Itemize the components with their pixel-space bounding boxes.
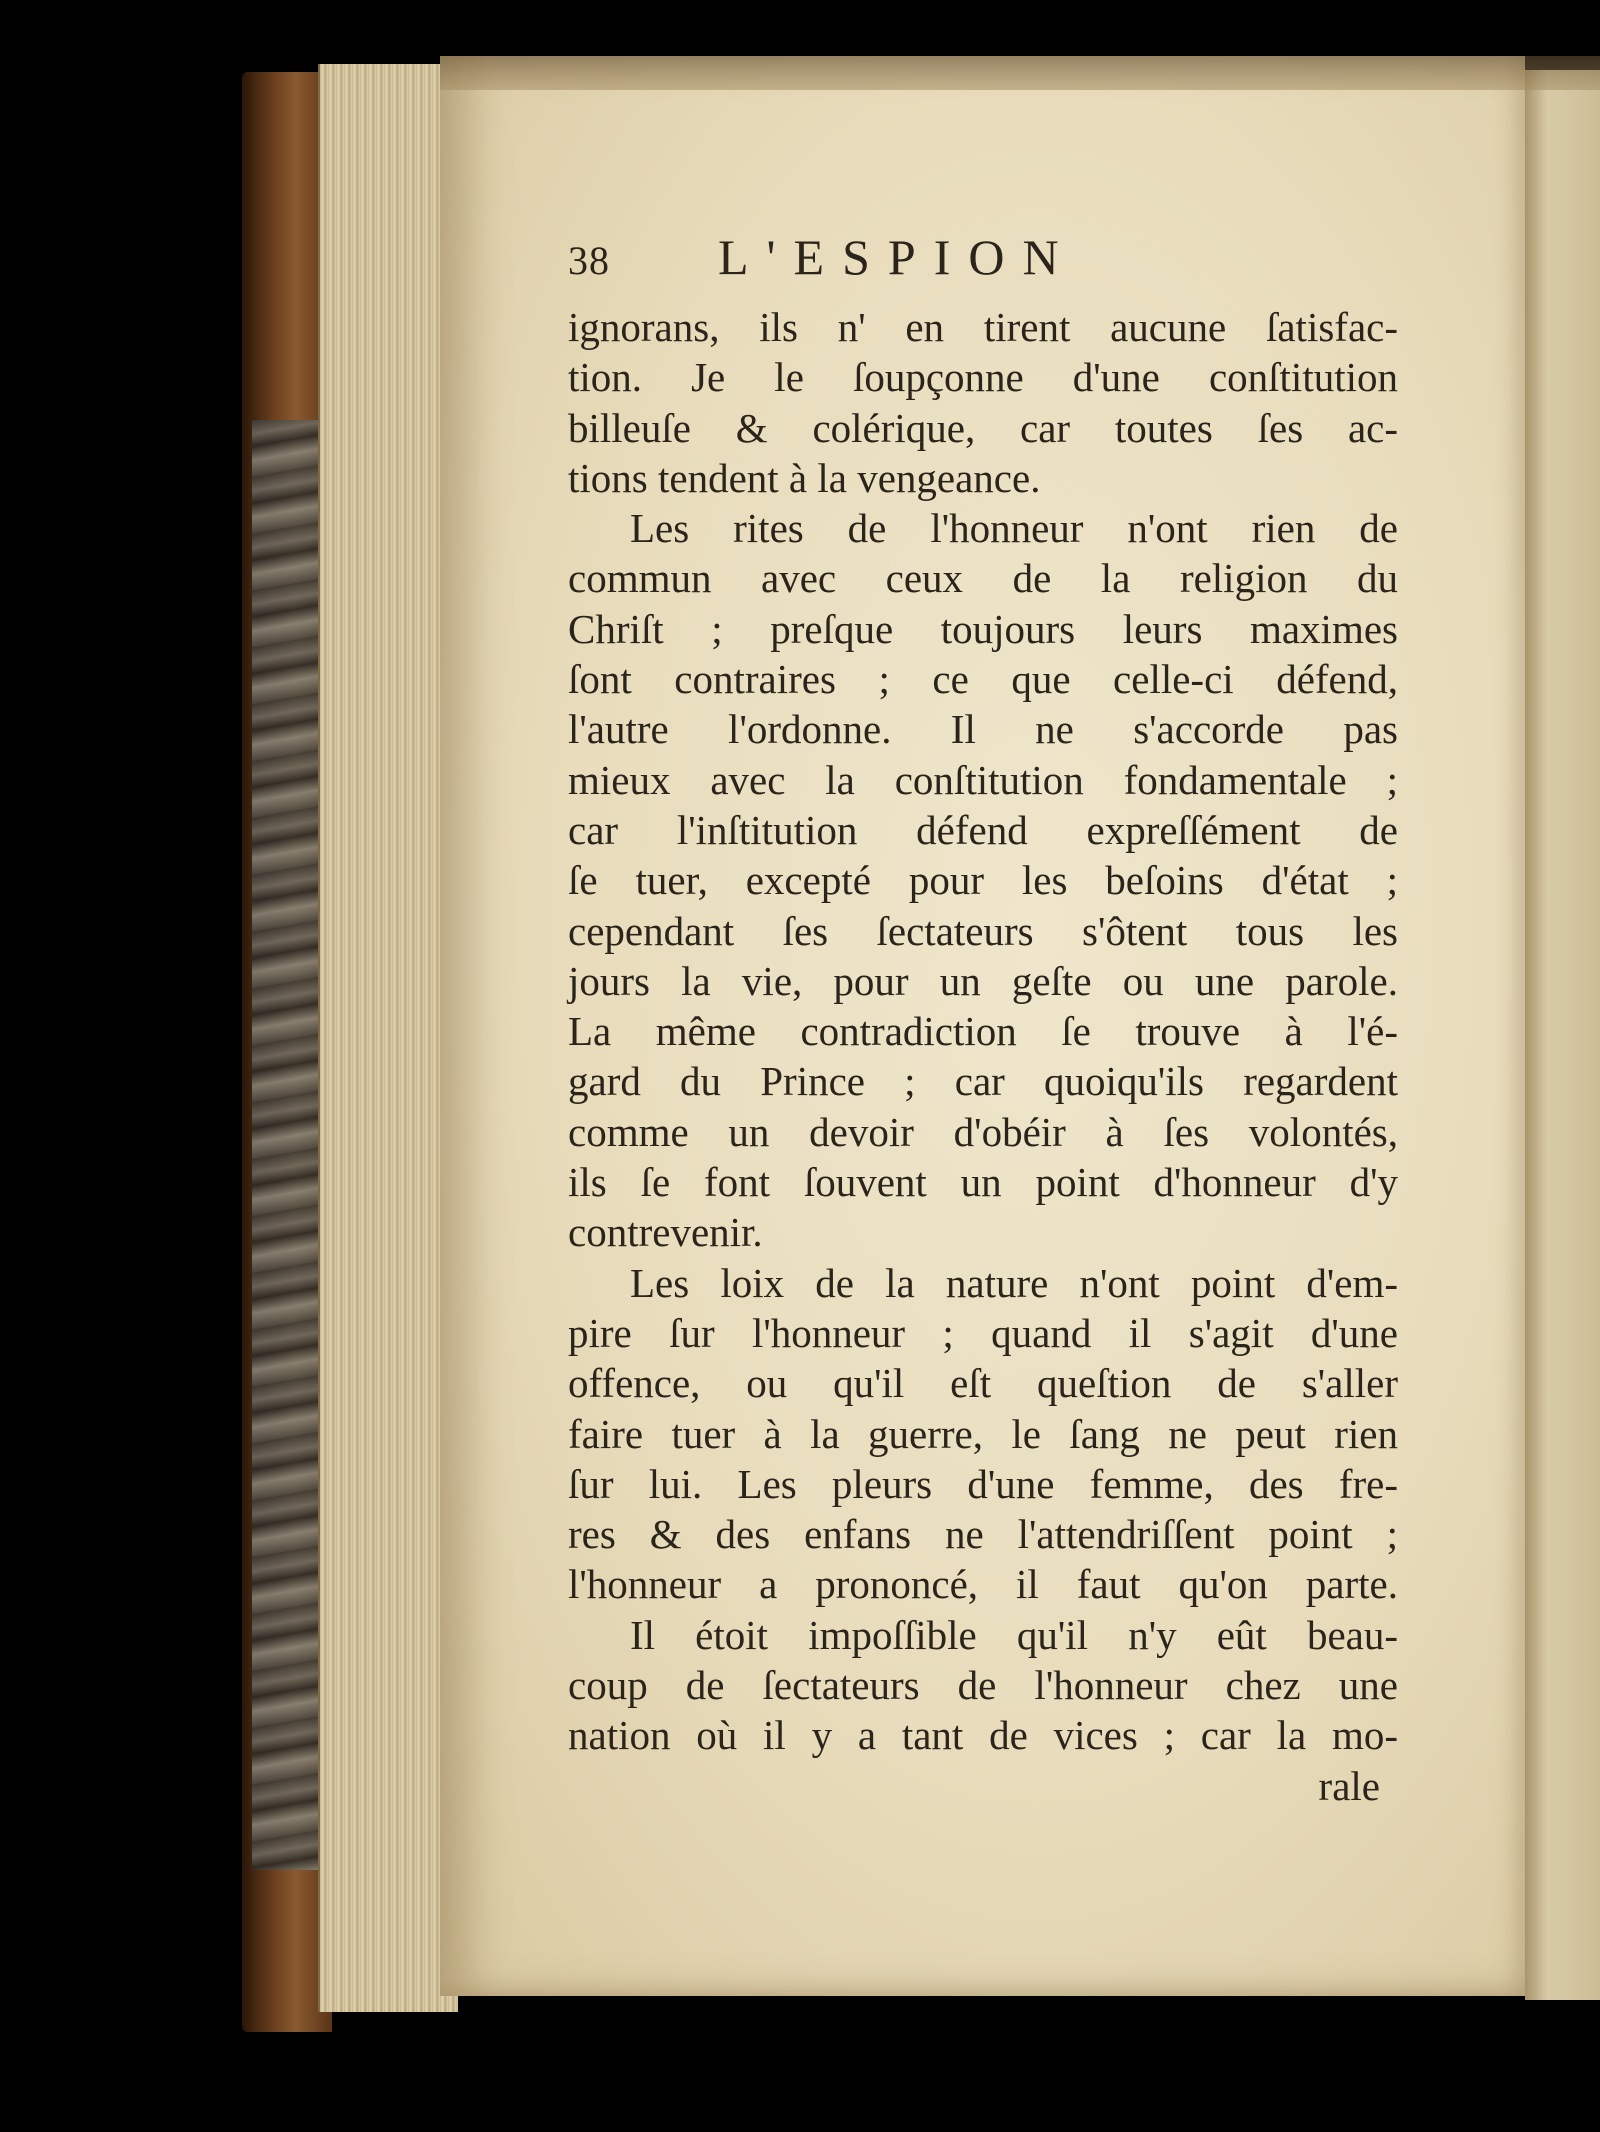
text-line: mieux avec la conſtitution fondamentale ;	[568, 756, 1398, 803]
text-line: comme un devoir d'obéir à ſes volontés,	[568, 1108, 1398, 1155]
text-line: Chriſt ; preſque toujours leurs maximes	[568, 605, 1398, 652]
text-line: res & des enfans ne l'attendriſſent point ;	[568, 1511, 1398, 1558]
text-line: pire ſur l'honneur ; quand il s'agit d'une	[568, 1309, 1398, 1356]
text-line: Il étoit impoſſible qu'il n'y eût beau-	[630, 1611, 1398, 1658]
page-number: 38	[568, 238, 610, 283]
text-line: La même contradiction ſe trouve à l'é-	[568, 1008, 1398, 1055]
text-line: ils ſe font ſouvent un point d'honneur d'y	[568, 1159, 1398, 1206]
text-line: nation où il y a tant de vices ; car la mo-	[568, 1712, 1398, 1759]
page-top-shadow	[440, 56, 1600, 90]
text-line: ignorans, ils n' en tirent aucune ſatisfac-	[568, 304, 1398, 350]
text-line: billeuſe & colérique, car toutes ſes ac-	[568, 404, 1398, 451]
text-line: contrevenir.	[568, 1209, 763, 1256]
marbled-board	[252, 420, 320, 1870]
text-line: jours la vie, pour un geſte ou une parole.	[568, 957, 1398, 1004]
text-line: commun avec ceux de la religion du	[568, 555, 1398, 602]
catchword: rale	[1318, 1762, 1380, 1809]
facing-page-edge	[1525, 70, 1600, 2000]
text-block	[568, 228, 1398, 1811]
text-line: offence, ou qu'il eſt queſtion de s'aller	[568, 1360, 1398, 1407]
text-line: faire tuer à la guerre, le ſang ne peut rien	[568, 1410, 1398, 1457]
text-line: l'honneur a prononcé, il faut qu'on parte.	[568, 1561, 1398, 1608]
text-line: car l'inſtitution défend expreſſément de	[568, 806, 1398, 853]
page-header	[568, 228, 1398, 298]
text-line: l'autre l'ordonne. Il ne s'accorde pas	[568, 706, 1398, 753]
text-line: tions tendent à la vengeance.	[568, 454, 1041, 501]
text-line: coup de ſectateurs de l'honneur chez une	[568, 1662, 1398, 1709]
text-line: cependant ſes ſectateurs s'ôtent tous les	[568, 907, 1398, 954]
running-title: L'ESPION	[718, 229, 1077, 285]
text-line: ſont contraires ; ce que celle-ci défend,	[568, 656, 1398, 703]
text-line: Les loix de la nature n'ont point d'em-	[630, 1259, 1398, 1306]
text-line: tion. Je le ſoupçonne d'une conſtitution	[568, 354, 1398, 401]
text-line: ſe tuer, excepté pour les beſoins d'état ;	[568, 857, 1398, 904]
page-edges	[318, 64, 458, 2012]
text-line: Les rites de l'honneur n'ont rien de	[630, 505, 1398, 552]
text-line: gard du Prince ; car quoiqu'ils regardent	[568, 1058, 1398, 1105]
text-line: ſur lui. Les pleurs d'une femme, des fre-	[568, 1460, 1398, 1507]
